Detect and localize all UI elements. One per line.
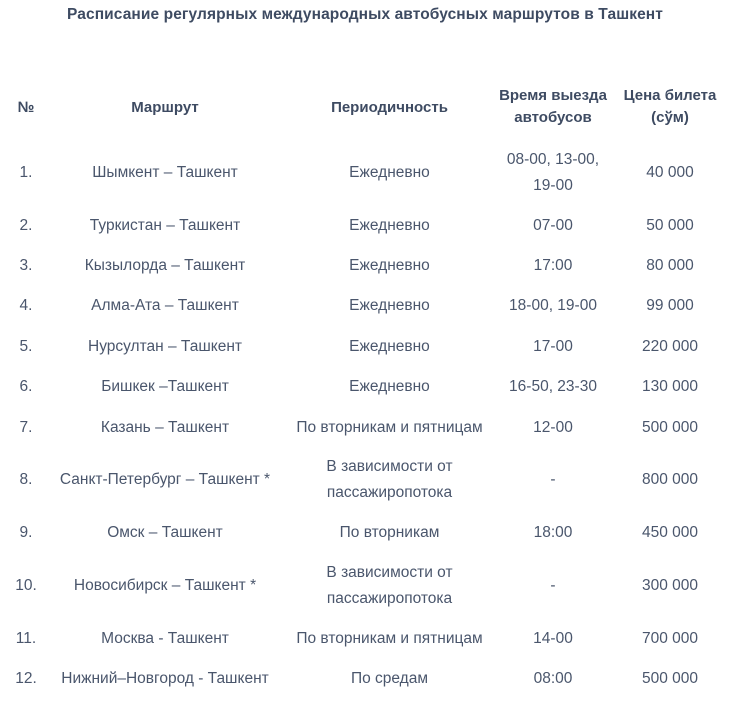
cell-departure-time bbox=[492, 288, 614, 324]
cell-departure-time bbox=[492, 515, 614, 551]
cell-price: 220 000 bbox=[641, 338, 699, 355]
cell-price: 50 000 bbox=[646, 217, 694, 234]
cell-periodicity bbox=[282, 369, 497, 405]
cell-departure-time bbox=[492, 560, 614, 612]
cell-number: 7. bbox=[19, 419, 33, 436]
cell-departure-time bbox=[492, 454, 614, 506]
cell-route: Бишкек –Ташкент bbox=[101, 378, 229, 395]
cell-departure-time-line: 08:00 bbox=[533, 670, 573, 687]
cell-departure-time-line: 14-00 bbox=[533, 630, 573, 647]
cell-departure-time bbox=[492, 147, 614, 199]
cell-price: 80 000 bbox=[646, 257, 694, 274]
header-price-line1: Цена билета bbox=[623, 87, 717, 104]
cell-number: 5. bbox=[19, 338, 33, 355]
cell-periodicity bbox=[282, 410, 497, 446]
cell-price: 130 000 bbox=[641, 378, 699, 395]
cell-periodicity-line: Ежедневно bbox=[349, 338, 430, 355]
cell-departure-time-line: 17-00 bbox=[533, 338, 573, 355]
cell-periodicity bbox=[282, 329, 497, 365]
cell-departure-time bbox=[492, 248, 614, 284]
cell-periodicity-line: Ежедневно bbox=[349, 378, 430, 395]
header-departure-line2: автобусов bbox=[514, 109, 592, 126]
cell-price: 800 000 bbox=[641, 471, 699, 488]
cell-periodicity-line: По вторникам и пятницам bbox=[296, 630, 483, 647]
cell-route: Шымкент – Ташкент bbox=[92, 164, 238, 181]
cell-number: 6. bbox=[19, 378, 33, 395]
cell-route: Алма-Ата – Ташкент bbox=[91, 297, 239, 314]
cell-periodicity-line: пассажиропотока bbox=[326, 590, 453, 607]
cell-route: Омск – Ташкент bbox=[107, 524, 223, 541]
cell-periodicity-line: В зависимости от bbox=[326, 458, 453, 475]
cell-periodicity-line: Ежедневно bbox=[349, 164, 430, 181]
header-periodicity: Периодичность bbox=[331, 99, 448, 116]
cell-periodicity bbox=[282, 454, 497, 506]
cell-number: 9. bbox=[19, 524, 33, 541]
cell-departure-time-line: 17:00 bbox=[533, 257, 573, 274]
header-price-line2: (сўм) bbox=[651, 109, 689, 126]
cell-departure-time-line: - bbox=[550, 471, 556, 488]
cell-periodicity-line: пассажиропотока bbox=[326, 484, 453, 501]
cell-periodicity-line: По средам bbox=[350, 670, 429, 687]
cell-route: Новосибирск – Ташкент * bbox=[73, 577, 257, 594]
cell-price: 500 000 bbox=[641, 419, 699, 436]
cell-periodicity-line: Ежедневно bbox=[349, 217, 430, 234]
cell-departure-time-line: 18-00, 19-00 bbox=[509, 297, 597, 314]
cell-periodicity bbox=[282, 560, 497, 612]
cell-route: Нижний–Новгород - Ташкент bbox=[61, 670, 269, 687]
cell-periodicity bbox=[282, 147, 497, 199]
cell-number: 8. bbox=[19, 471, 33, 488]
cell-periodicity-line: По вторникам и пятницам bbox=[296, 419, 483, 436]
cell-route: Туркистан – Ташкент bbox=[89, 217, 241, 234]
header-departure-time bbox=[492, 84, 614, 130]
cell-departure-time bbox=[492, 329, 614, 365]
cell-periodicity-line: Ежедневно bbox=[349, 257, 430, 274]
cell-number: 12. bbox=[15, 670, 37, 687]
header-route: Маршрут bbox=[131, 99, 199, 116]
cell-periodicity bbox=[282, 248, 497, 284]
cell-departure-time bbox=[492, 208, 614, 244]
cell-departure-time-line: 12-00 bbox=[533, 419, 573, 436]
cell-price: 300 000 bbox=[641, 577, 699, 594]
cell-route: Казань – Ташкент bbox=[100, 419, 230, 436]
cell-number: 10. bbox=[15, 577, 37, 594]
cell-periodicity-line: Ежедневно bbox=[349, 297, 430, 314]
cell-departure-time bbox=[492, 369, 614, 405]
cell-periodicity bbox=[282, 661, 497, 697]
cell-route: Нурсултан – Ташкент bbox=[88, 338, 242, 355]
cell-price: 700 000 bbox=[641, 630, 699, 647]
cell-price: 450 000 bbox=[641, 524, 699, 541]
cell-departure-time-line: - bbox=[550, 577, 556, 594]
cell-periodicity bbox=[282, 621, 497, 657]
cell-departure-time bbox=[492, 661, 614, 697]
cell-number: 4. bbox=[19, 297, 33, 314]
header-ticket-price bbox=[610, 84, 730, 130]
cell-price: 40 000 bbox=[646, 164, 694, 181]
cell-departure-time-line: 08-00, 13-00, bbox=[506, 151, 600, 168]
cell-number: 11. bbox=[15, 630, 37, 647]
page-title: Расписание регулярных международных автобусных маршрутов в Ташкент bbox=[67, 6, 663, 23]
cell-departure-time-line: 16-50, 23-30 bbox=[509, 378, 597, 395]
cell-departure-time-line: 18:00 bbox=[533, 524, 573, 541]
header-number: № bbox=[17, 99, 35, 116]
cell-price: 500 000 bbox=[641, 670, 699, 687]
cell-periodicity bbox=[282, 288, 497, 324]
cell-periodicity bbox=[282, 515, 497, 551]
cell-number: 3. bbox=[19, 257, 33, 274]
cell-route: Москва - Ташкент bbox=[101, 630, 229, 647]
cell-number: 1. bbox=[19, 164, 33, 181]
cell-periodicity-line: По вторникам bbox=[339, 524, 440, 541]
cell-number: 2. bbox=[19, 217, 33, 234]
cell-departure-time-line: 19-00 bbox=[533, 177, 573, 194]
cell-departure-time bbox=[492, 621, 614, 657]
header-departure-line1: Время выезда bbox=[499, 87, 607, 104]
cell-periodicity bbox=[282, 208, 497, 244]
cell-route: Кызылорда – Ташкент bbox=[84, 257, 246, 274]
cell-price: 99 000 bbox=[646, 297, 694, 314]
cell-route: Санкт-Петербург – Ташкент * bbox=[59, 471, 271, 488]
cell-periodicity-line: В зависимости от bbox=[326, 564, 453, 581]
cell-departure-time bbox=[492, 410, 614, 446]
cell-departure-time-line: 07-00 bbox=[533, 217, 573, 234]
